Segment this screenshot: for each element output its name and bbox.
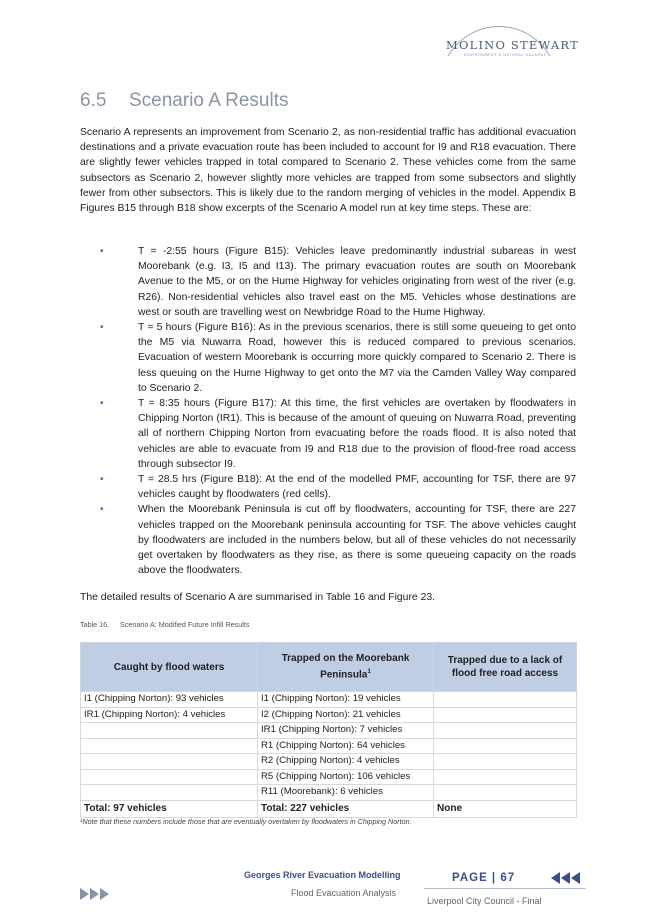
intro-paragraph: Scenario A represents an improvement from Scenario 2, as non-residential traffic has additional evacuation destinations and a private evacuation route has been included to account for I9 and R18 evacuation. There are slightly fewer vehicles trapped in total compared to Scenario 2. These vehicles come from the same subsectors as Scenario 2, however slightly more vehicles are trapped from some subsectors and slightly fewer from other subsectors. This is likely due to the random merging of vehicles in the model. Appendix B Figures B15 through B18 show excerpts of the Scenario A model run at key time steps. These are: [80,127,576,215]
time-step-list [100,244,576,578]
table-cell [434,754,577,770]
table-cell: R5 (Chipping Norton): 106 vehicles [258,769,434,785]
list-item-text: T = 28.5 hrs (Figure B18): At the end of the modelled PMF, accounting for TSF, there are 97 vehicles caught by floodwaters (red cells). [138,474,576,501]
footer-divider [424,888,586,889]
bullet-icon: • [100,398,104,410]
logo-tagline: ENVIRONMENT & NATURAL HAZARDS [464,53,547,57]
footer-client: Liverpool City Council - Final [427,896,542,906]
total-cell: None [434,800,577,817]
table-cell [434,785,577,801]
total-cell: Total: 227 vehicles [258,800,434,817]
table-row [81,738,577,754]
table-cell [81,738,258,754]
company-logo [420,22,580,62]
list-item [100,244,576,320]
table-total-row [81,800,577,817]
footer-arrows-right-icon [80,887,110,905]
bullet-icon: • [100,504,104,516]
footer-report-title: Georges River Evacuation Modelling [244,870,401,880]
footnote-marker: 1 [367,668,371,676]
list-item [100,320,576,396]
table-row [81,723,577,739]
table-cell [434,738,577,754]
table-cell: I1 (Chipping Norton): 93 vehicles [81,692,258,708]
table-cell [81,754,258,770]
column-header: Caught by flood waters [81,643,258,692]
bullet-icon: • [100,474,104,486]
table-cell [81,785,258,801]
logo-name: MOLINO STEWART [446,38,579,52]
footer-arrows-left-icon [551,871,581,889]
section-title: Scenario A Results [129,90,289,111]
list-item-text: When the Moorebank Peninsula is cut off by floodwaters, accounting for TSF, there are 227 vehicles trapped on the Moorebank peninsula accounting for TSF. The above vehicles caught by floodwaters are included in the numbers below, but all of these vehicles do not necessarily get overtaken by floodwaters as they rise, as there is some queueing capacity on the roads above the floodwaters. [138,504,576,577]
table-cell: IR1 (Chipping Norton): 7 vehicles [258,723,434,739]
bullet-icon: • [100,322,104,334]
table-cell: R11 (Moorebank): 6 vehicles [258,785,434,801]
list-item [100,502,576,578]
table-header-row [81,643,577,692]
list-item [100,472,576,502]
total-cell: Total: 97 vehicles [81,800,258,817]
table-cell [81,723,258,739]
section-number: 6.5 [80,90,107,111]
table-row [81,692,577,708]
table-row [81,707,577,723]
section-heading [80,90,288,112]
table-cell: R1 (Chipping Norton): 64 vehicles [258,738,434,754]
table-cell [434,707,577,723]
list-item [100,396,576,472]
table-cell: I2 (Chipping Norton): 21 vehicles [258,707,434,723]
table-cell [434,692,577,708]
list-item-text: T = -2:55 hours (Figure B15): Vehicles leave predominantly industrial subareas in west Moorebank (e.g. I3, I5 and I13). The primary evacuation routes are south on Moorebank Avenue to the M5, or on the Hume Highway for vehicles originating from west of the river (e.g. R26). Non-residential vehicles also travel east on the M5. Vehicles whose destinations are west or south are travelling west on Newbridge Road to the Hume Highway. [138,246,576,318]
list-item-text: T = 8:35 hours (Figure B17): At this time, the first vehicles are overtaken by floodwaters in Chipping Norton (IR1). This is because of the amount of queuing on Nuwarra Road, preventing all of northern Chipping Norton from evacuating before the roads flood. It is also noted that vehicles are able to evacuate from I9 and R18 due to the provision of flood-free road access through subsector I9. [138,398,576,470]
table-cell: IR1 (Chipping Norton): 4 vehicles [81,707,258,723]
table-row [81,769,577,785]
table-caption [80,620,249,629]
column-header: Trapped due to a lack of flood free road access [434,643,577,692]
results-table [80,642,577,818]
table-footnote: ¹Note that these numbers include those that are eventually overtaken by floodwaters in Chipping Norton. [80,817,412,826]
table-row [81,754,577,770]
table-cell [434,769,577,785]
table-caption-number: Table 16. [80,620,110,629]
list-item-text: T = 5 hours (Figure B16): As in the previous scenarios, there is still some queueing to get onto the M5 via Nuwarra Road, however this is reduced compared to previous scenarios. Evacuation of western Moorebank is occurring more quickly compared to Scenario 2. There is less queuing on the Hume Highway to get onto the M7 via the Camden Valley Way compared to Scenario 2. [138,322,576,394]
table-cell: I1 (Chipping Norton): 19 vehicles [258,692,434,708]
column-header-text: Trapped on the Moorebank Peninsula [281,653,410,681]
page-number: PAGE | 67 [452,872,516,884]
bullet-icon: • [100,246,104,257]
table-cell [81,769,258,785]
table-caption-text: Scenario A: Modified Future Infill Results [120,620,250,629]
table-cell [434,723,577,739]
table-row [81,785,577,801]
footer-report-subtitle: Flood Evacuation Analysis [291,888,397,898]
column-header [258,643,434,692]
table-cell: R2 (Chipping Norton): 4 vehicles [258,754,434,770]
summary-paragraph: The detailed results of Scenario A are summarised in Table 16 and Figure 23. [80,592,436,603]
